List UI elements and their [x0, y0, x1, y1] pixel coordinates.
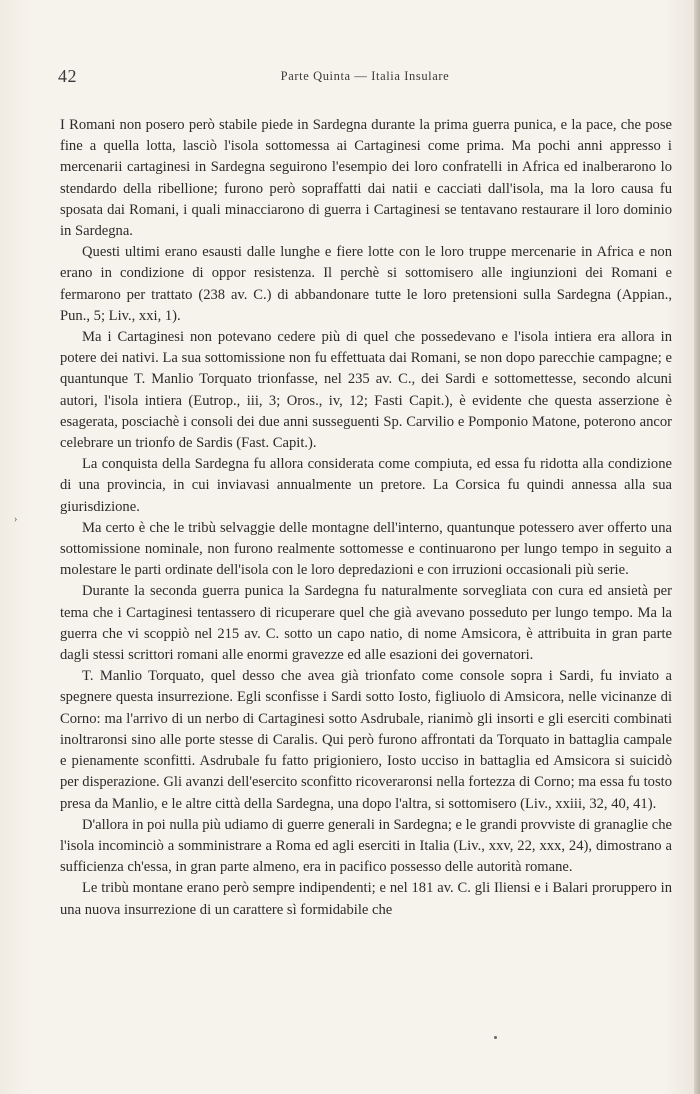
- paragraph-8: D'allora in poi nulla più udiamo di guerre generali in Sardegna; e le grandi provviste di granaglie che l'isola incominciò a somministrare a Roma ed agli eserciti in Italia (Liv., xxv, 22, xxx, 24), dimostrano a sufficienza ch'essa, in gran parte almeno, era in pacifico possesso delle autorità romane.: [60, 816, 672, 876]
- margin-mark: ›: [14, 514, 18, 525]
- page-number: 42: [58, 66, 77, 86]
- paragraph-4: La conquista della Sardegna fu allora considerata come compiuta, ed essa fu ridotta alla condizione di una provincia, in cui inviavasi annualmente un pretore. La Corsica fu quindi annessa alla sua giurisdizione.: [60, 456, 672, 515]
- paragraph-9: Le tribù montane erano però sempre indipendenti; e nel 181 av. C. gli Iliensi e i Balari proruppero in una nuova insurrezione di un carattere sì formidabile che: [60, 880, 672, 918]
- paragraph-6: Durante la seconda guerra punica la Sardegna fu naturalmente sorvegliata con cura ed ansietà per tema che i Cartaginesi tentassero di ricuperare quel che già avevano posseduto per lungo tempo. Ma la guerra che vi scoppiò nel 215 av. C. sotto un capo natio, di nome Amsicora, è attribuita in gran parte dagli stessi scrittori romani alle enormi gravezze ed alle esazioni dei governatori.: [60, 583, 672, 664]
- footer-dot: [494, 1036, 497, 1039]
- running-head: Parte Quinta — Italia Insulare: [280, 69, 450, 83]
- page-header: [58, 66, 672, 88]
- page-edge-shadow: [694, 0, 700, 1094]
- paragraph-1: I Romani non posero però stabile piede in Sardegna durante la prima guerra punica, e la pace, che pose fine a quella lotta, lasciò l'isola sottomessa ai Cartaginesi come prima. Ma pochi anni appresso i mercenarii cartaginesi in Sardegna seguirono l'esempio dei loro confratelli in Africa ed inalberarono lo stendardo della ribellione; furono però sopraffatti dai natii e cacciati dall'isola, ma la loro causa fu sposata dai Romani, i quali minacciarono di guerra i Cartaginesi se tentavano restaurare il loro dominio in Sardegna.: [60, 117, 672, 240]
- paragraph-5: Ma certo è che le tribù selvaggie delle montagne dell'interno, quantunque potessero aver offerto una sottomissione nominale, non furono realmente sottomesse e continuarono per lungo tempo in seguito a molestare le parti ordinate dell'isola con le loro depredazioni e con irruzioni occasionali più serie.: [60, 519, 672, 579]
- paragraph-2: Questi ultimi erano esausti dalle lunghe e fiere lotte con le loro truppe mercenarie in Africa e non erano in condizione di oppor resistenza. Il perchè si sottomisero alle ingiunzioni dei Romani e fermarono per trattato (238 av. C.) di abbandonare tutte le loro pretensioni sulla Sardegna (Appian., Pun., 5; Liv., xxi, 1).: [60, 244, 672, 324]
- paragraph-3: Ma i Cartaginesi non potevano cedere più di quel che possedevano e l'isola intiera era allora in potere dei nativi. La sua sottomissione non fu effettuata dai Romani, se non dopo parecchie campagne; e quantunque T. Manlio Torquato trionfasse, nel 235 av. C., dei Sardi e sottomettesse, secondo alcuni autori, l'isola intiera (Eutrop., iii, 3; Oros., iv, 12; Fasti Capit.), è evidente che questa asserzione è esagerata, posciachè i consoli dei due anni susseguenti Sp. Carvilio e Pomponio Matone, poterono ancor celebrare un trionfo de Sardis (Fast. Capit.).: [60, 329, 672, 452]
- body-text: [60, 115, 672, 921]
- paragraph-7: T. Manlio Torquato, quel desso che avea già trionfato come console sopra i Sardi, fu inviato a spegnere questa insurrezione. Egli sconfisse i Sardi sotto Iosto, figliuolo di Amsicora, nelle vicinanze di Corno: ma l'arrivo di un nerbo di Cartaginesi sotto Asdrubale, rianimò gli insorti e gli eserciti combinati inoltraronsi sino alle porte stesse di Caralis. Qui però furono affrontati da Torquato in battaglia campale e pienamente sconfitti. Asdrubale fu fatto prigioniero, Iosto ucciso in battaglia ed Amsicora si suicidò per disperazione. Gli avanzi dell'esercito sconfitto ricoveraronsi nella fortezza di Corno; ma essa fu tosto presa da Manlio, e le altre città della Sardegna, una dopo l'altra, si sottomisero (Liv., xxiii, 32, 40, 41).: [60, 668, 672, 812]
